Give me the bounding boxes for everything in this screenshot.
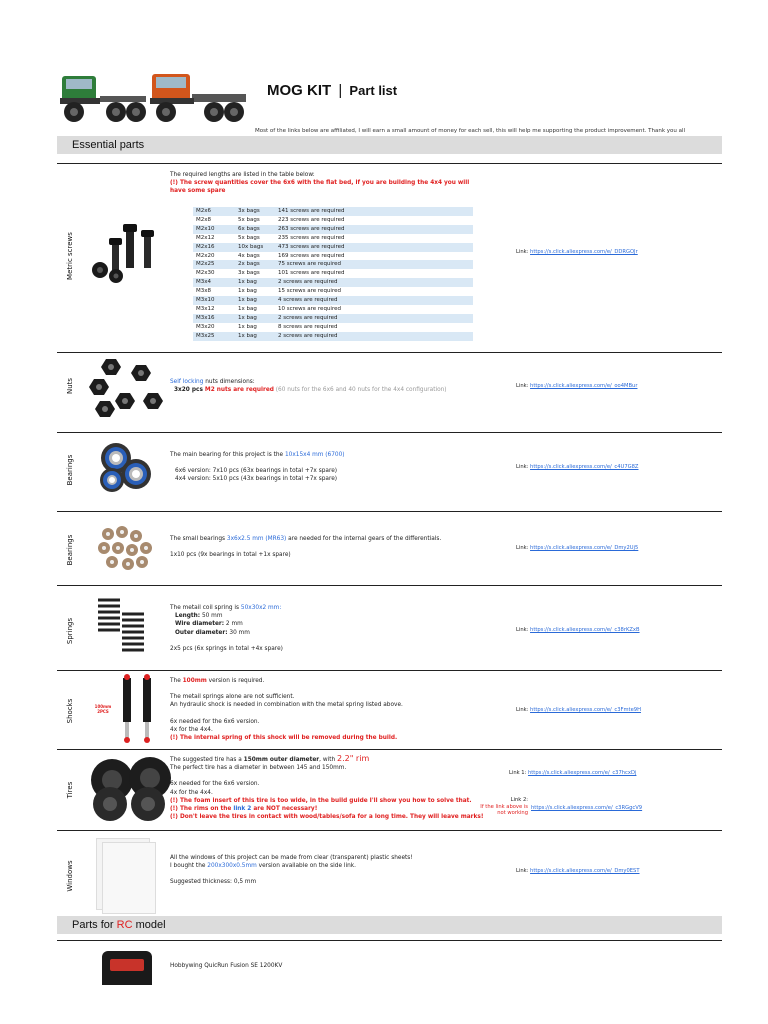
divider <box>57 432 722 433</box>
title-separator: | <box>338 82 343 99</box>
windows-link-row <box>516 868 640 874</box>
metric-link-row <box>516 249 638 255</box>
screw-size: M2x30 <box>196 270 215 277</box>
shocks-text-a: The <box>170 678 183 684</box>
essential-parts-title: Essential parts <box>72 139 145 151</box>
screw-table-row <box>193 269 473 278</box>
tires-warning-rims-b: are NOT necessary! <box>251 806 318 813</box>
tires-diameter: 150mm outer diameter <box>243 757 320 763</box>
screw-size: M3x16 <box>193 314 235 323</box>
shocks-link-row <box>516 707 641 713</box>
bearings2-text-a: The small bearings <box>170 536 227 542</box>
screw-bags: 1x bag <box>235 278 275 287</box>
nuts-label: Nuts <box>66 377 74 395</box>
tires-link2-label: Link 2: <box>510 797 528 803</box>
screw-bags: 5x bags <box>238 216 260 223</box>
screw-required: 2 screws are required <box>275 332 473 341</box>
plastic-sheet-image <box>102 842 156 914</box>
tires-image <box>88 756 174 822</box>
springs-text: The metail coil spring is <box>170 605 241 611</box>
metric-warning: (!) The screw quantities cover the 6x6 with the flat bed, if you are building the 4x4 you will have some spare <box>170 180 470 195</box>
screw-bags: 5x bags <box>238 234 260 241</box>
springs-link-label: Link: <box>516 627 529 633</box>
screw-table-row <box>193 234 473 243</box>
divider <box>57 670 722 671</box>
screw-size: M2x16 <box>193 243 235 252</box>
screw-required: 10 screws are required <box>278 305 341 312</box>
tires-link2-note <box>478 797 528 817</box>
springs-length-label: Length: <box>175 613 201 620</box>
bearings1-6x6: 6x6 version: 7x10 pcs (63x bearings in total +7x spare) <box>175 468 338 475</box>
rc-parts-header <box>57 916 722 934</box>
tires-6x6: 6x needed for the 6x6 version. <box>170 781 260 788</box>
divider <box>57 352 722 353</box>
shocks-warning: (!) The internal spring of this shock will be removed during the build. <box>170 735 398 742</box>
screw-bags: 1x bag <box>235 332 275 341</box>
tires-link2[interactable]: https://s.click.aliexpress.com/e/_c3RGgcV9 <box>531 805 643 811</box>
nuts-required: M2 nuts are required <box>204 387 274 394</box>
springs-description <box>170 604 490 653</box>
essential-parts-header <box>57 136 722 154</box>
divider <box>57 585 722 586</box>
bearings2-qty: 1x10 pcs (9x bearings in total +1x spare) <box>170 552 291 559</box>
screw-required: 2 screws are required <box>275 314 473 323</box>
nuts-qty: 3x20 pcs <box>174 387 205 394</box>
tires-link2-row <box>531 805 642 811</box>
windows-size: 200x300x0.5mm <box>207 863 257 870</box>
nuts-note: (60 nuts for the 6x6 and 40 nuts for the 4x4 configuration) <box>273 387 447 394</box>
screw-table-row <box>193 332 473 341</box>
nuts-link-label: Link: <box>516 383 529 389</box>
tires-text-a: The suggested tire has a <box>170 757 244 763</box>
screw-required: 4 screws are required <box>275 296 473 305</box>
screw-required: 223 screws are required <box>278 216 345 223</box>
tires-label: Tires <box>66 781 74 799</box>
bearings1-link-row <box>516 464 639 470</box>
springs-image <box>92 594 152 660</box>
screw-size: M2x6 <box>193 207 235 216</box>
bearings2-text-b: are needed for the internal gears of the differentials. <box>286 536 442 542</box>
springs-wire-label: Wire diameter: <box>175 621 225 628</box>
metric-link[interactable]: https://s.click.aliexpress.com/e/_DDRGOJr <box>530 249 638 255</box>
screw-table-row <box>193 225 473 234</box>
screw-required: 75 screws are required <box>275 260 473 269</box>
metric-screws-label: Metric screws <box>66 232 74 280</box>
nuts-image <box>86 357 166 417</box>
divider <box>57 830 722 831</box>
bearings-small-label: Bearings <box>66 534 74 566</box>
windows-label: Windows <box>66 860 74 892</box>
screw-required: 473 screws are required <box>275 243 473 252</box>
bearings2-link[interactable]: https://s.click.aliexpress.com/e/_Dmy2Uj5 <box>530 545 639 551</box>
esc-text: Hobbywing QuicRun Fusion SE 1200KV <box>170 963 283 969</box>
metric-link-label: Link: <box>516 249 529 255</box>
screw-table-row <box>193 323 473 332</box>
shocks-6x6: 6x needed for the 6x6 version. <box>170 718 260 725</box>
rc-prefix: Parts for <box>72 919 117 931</box>
springs-wire-value: 2 mm <box>224 621 243 628</box>
screw-bags: 3x bags <box>235 207 275 216</box>
springs-outer-value: 30 mm <box>227 629 250 636</box>
shocks-4x4: 4x for the 4x4. <box>170 726 213 733</box>
screw-bags: 1x bag <box>238 288 257 295</box>
shocks-tag-size: 100mm <box>94 704 112 709</box>
intro-text: Most of the links below are affiliated, I will earn a small amount of money for each sell, this will help me supporting the product improvement. Thank you all <box>255 128 686 134</box>
bearings1-4x4: 4x4 version: 5x10 pcs (43x bearings in total +7x spare) <box>175 476 338 483</box>
bearings2-description <box>170 535 500 559</box>
screw-required: 169 screws are required <box>278 252 345 259</box>
rc-parts-title <box>72 919 166 931</box>
bearings1-link[interactable]: https://s.click.aliexpress.com/e/_c4U7G8Z <box>530 464 639 470</box>
divider <box>57 940 722 941</box>
shocks-tag-qty: 2PCS <box>97 709 109 714</box>
springs-size: 50x30x2 mm: <box>240 605 282 611</box>
divider <box>57 163 722 164</box>
windows-description <box>170 854 490 887</box>
shocks-label: Shocks <box>66 698 74 724</box>
nuts-description <box>170 378 510 394</box>
windows-thickness: Suggested thickness: 0,5 mm <box>170 879 257 886</box>
tires-link1-row <box>509 770 636 776</box>
screw-size: M3x12 <box>196 305 215 312</box>
screw-table-row <box>193 287 473 296</box>
shocks-description <box>170 677 490 742</box>
tires-rim: 2.2" rim <box>336 754 370 763</box>
screw-bags: 1x bag <box>235 296 275 305</box>
bearings2-link-row <box>516 545 638 551</box>
screw-bags: 6x bags <box>235 225 275 234</box>
metric-description <box>170 171 470 196</box>
springs-length-value: 50 mm <box>200 613 223 620</box>
screw-required: 263 screws are required <box>275 225 473 234</box>
bearings2-link-label: Link: <box>516 545 529 551</box>
green-truck-image <box>60 68 148 126</box>
title-main: MOG KIT <box>267 82 332 99</box>
tires-warning-marks: (!) Don't leave the tires in contact with wood/tables/sofa for a long time. They will leave marks! <box>170 814 484 821</box>
screw-bags: 4x bags <box>238 252 260 259</box>
title-subtitle: Part list <box>349 83 398 98</box>
tires-warning-rims-a: (!) The rims on the <box>170 806 234 813</box>
screw-table-row <box>193 296 473 305</box>
metric-intro: The required lengths are listed in the table below: <box>170 172 315 178</box>
rc-highlight: RC <box>116 919 133 931</box>
screw-table-row <box>193 207 473 216</box>
divider <box>57 511 722 512</box>
windows-text-b: version available on the side link. <box>256 863 356 870</box>
screw-bags: 1x bag <box>235 314 275 323</box>
bearings1-text: The main bearing for this project is the <box>170 452 285 458</box>
rc-suffix: model <box>132 919 166 931</box>
springs-outer-label: Outer diameter: <box>175 629 228 636</box>
shocks-link[interactable]: https://s.click.aliexpress.com/e/_c3Fmte9H <box>530 707 641 713</box>
screw-size: M2x20 <box>196 252 215 259</box>
nuts-self-locking: Self locking <box>170 379 204 385</box>
tires-link1-label: Link 1: <box>509 770 527 776</box>
divider <box>57 749 722 750</box>
screw-bags: 10x bags <box>235 243 275 252</box>
screw-table-row <box>193 278 473 287</box>
tires-description <box>170 755 510 821</box>
windows-text-a: I bought the <box>170 863 208 870</box>
shocks-image <box>115 674 161 746</box>
small-bearings-image <box>96 524 156 572</box>
nuts-link[interactable]: https://s.click.aliexpress.com/e/_oo4MBur <box>530 383 638 389</box>
shocks-link-label: Link: <box>516 707 529 713</box>
bearings1-size: 10x15x4 mm (6700) <box>284 452 345 458</box>
bearings1-description <box>170 451 490 484</box>
screw-table-row <box>193 305 473 314</box>
springs-qty: 2x5 pcs (6x springs in total +4x spare) <box>170 645 283 652</box>
screw-bags: 1x bag <box>238 305 257 312</box>
page-title <box>267 82 397 99</box>
screw-required: 235 screws are required <box>278 234 345 241</box>
orange-truck-image <box>150 68 248 126</box>
screw-table-row <box>193 243 473 252</box>
shocks-line2: The metail springs alone are not sufficient. <box>170 694 295 701</box>
screw-table <box>193 207 473 341</box>
screw-table-row <box>193 314 473 323</box>
tires-warning-foam: (!) The foam insert of this tire is too wide, in the build guide I'll show you how to solve that. <box>170 797 472 804</box>
shocks-tag <box>94 704 112 714</box>
screw-table-row <box>193 260 473 269</box>
bearings2-size: 3x6x2.5 mm (MR63) <box>226 536 287 542</box>
windows-link-label: Link: <box>516 868 529 874</box>
tires-link1[interactable]: https://s.click.aliexpress.com/e/_c37hcxDj <box>527 770 637 776</box>
shocks-text-b: version is required. <box>206 678 265 684</box>
screw-size: M3x10 <box>193 296 235 305</box>
screw-bags: 1x bag <box>238 323 257 330</box>
tires-text-b: , with <box>319 757 337 763</box>
screw-required: 8 screws are required <box>278 323 338 330</box>
windows-link[interactable]: https://s.click.aliexpress.com/e/_Dmy0EST <box>530 868 640 874</box>
tires-4x4: 4x for the 4x4. <box>170 789 213 796</box>
screw-bags: 3x bags <box>238 270 260 277</box>
screw-size: M2x10 <box>193 225 235 234</box>
springs-label: Springs <box>66 617 74 645</box>
screw-size: M3x8 <box>196 288 211 295</box>
springs-link[interactable]: https://s.click.aliexpress.com/e/_c38rKZxB <box>530 627 640 633</box>
screw-required: 141 screws are required <box>275 207 473 216</box>
shocks-line3: An hydraulic shock is needed in combination with the metal spring listed above. <box>170 702 403 709</box>
windows-line1: All the windows of this project can be made from clear (transparent) plastic sheets! <box>170 855 413 861</box>
screw-table-row <box>193 216 473 225</box>
bearings1-link-label: Link: <box>516 464 529 470</box>
screw-size: M2x8 <box>196 216 211 223</box>
screw-size: M3x20 <box>196 323 215 330</box>
tires-link2-note1: If the link above is <box>480 803 528 810</box>
bearings-label: Bearings <box>66 454 74 486</box>
screw-table-row <box>193 252 473 261</box>
tires-link2-ref: link 2 <box>233 806 252 813</box>
nuts-link-row <box>516 383 637 389</box>
metric-screws-image <box>86 222 164 284</box>
springs-link-row <box>516 627 640 633</box>
screw-required: 101 screws are required <box>278 270 345 277</box>
nuts-dimensions: nuts dimensions: <box>203 379 255 385</box>
tires-link2-note2: not working <box>497 810 528 816</box>
screw-size: M2x25 <box>193 260 235 269</box>
screw-size: M3x25 <box>193 332 235 341</box>
screw-required: 2 screws are required <box>275 278 473 287</box>
screw-size: M2x12 <box>196 234 215 241</box>
main-bearings-image <box>94 440 156 495</box>
tires-line2: The perfect tire has a diameter in between 145 and 150mm. <box>170 765 347 772</box>
esc-image <box>98 945 158 985</box>
screw-bags: 2x bags <box>235 260 275 269</box>
shocks-size: 100mm <box>182 678 207 684</box>
screw-size: M3x4 <box>193 278 235 287</box>
screw-required: 15 screws are required <box>278 288 341 295</box>
